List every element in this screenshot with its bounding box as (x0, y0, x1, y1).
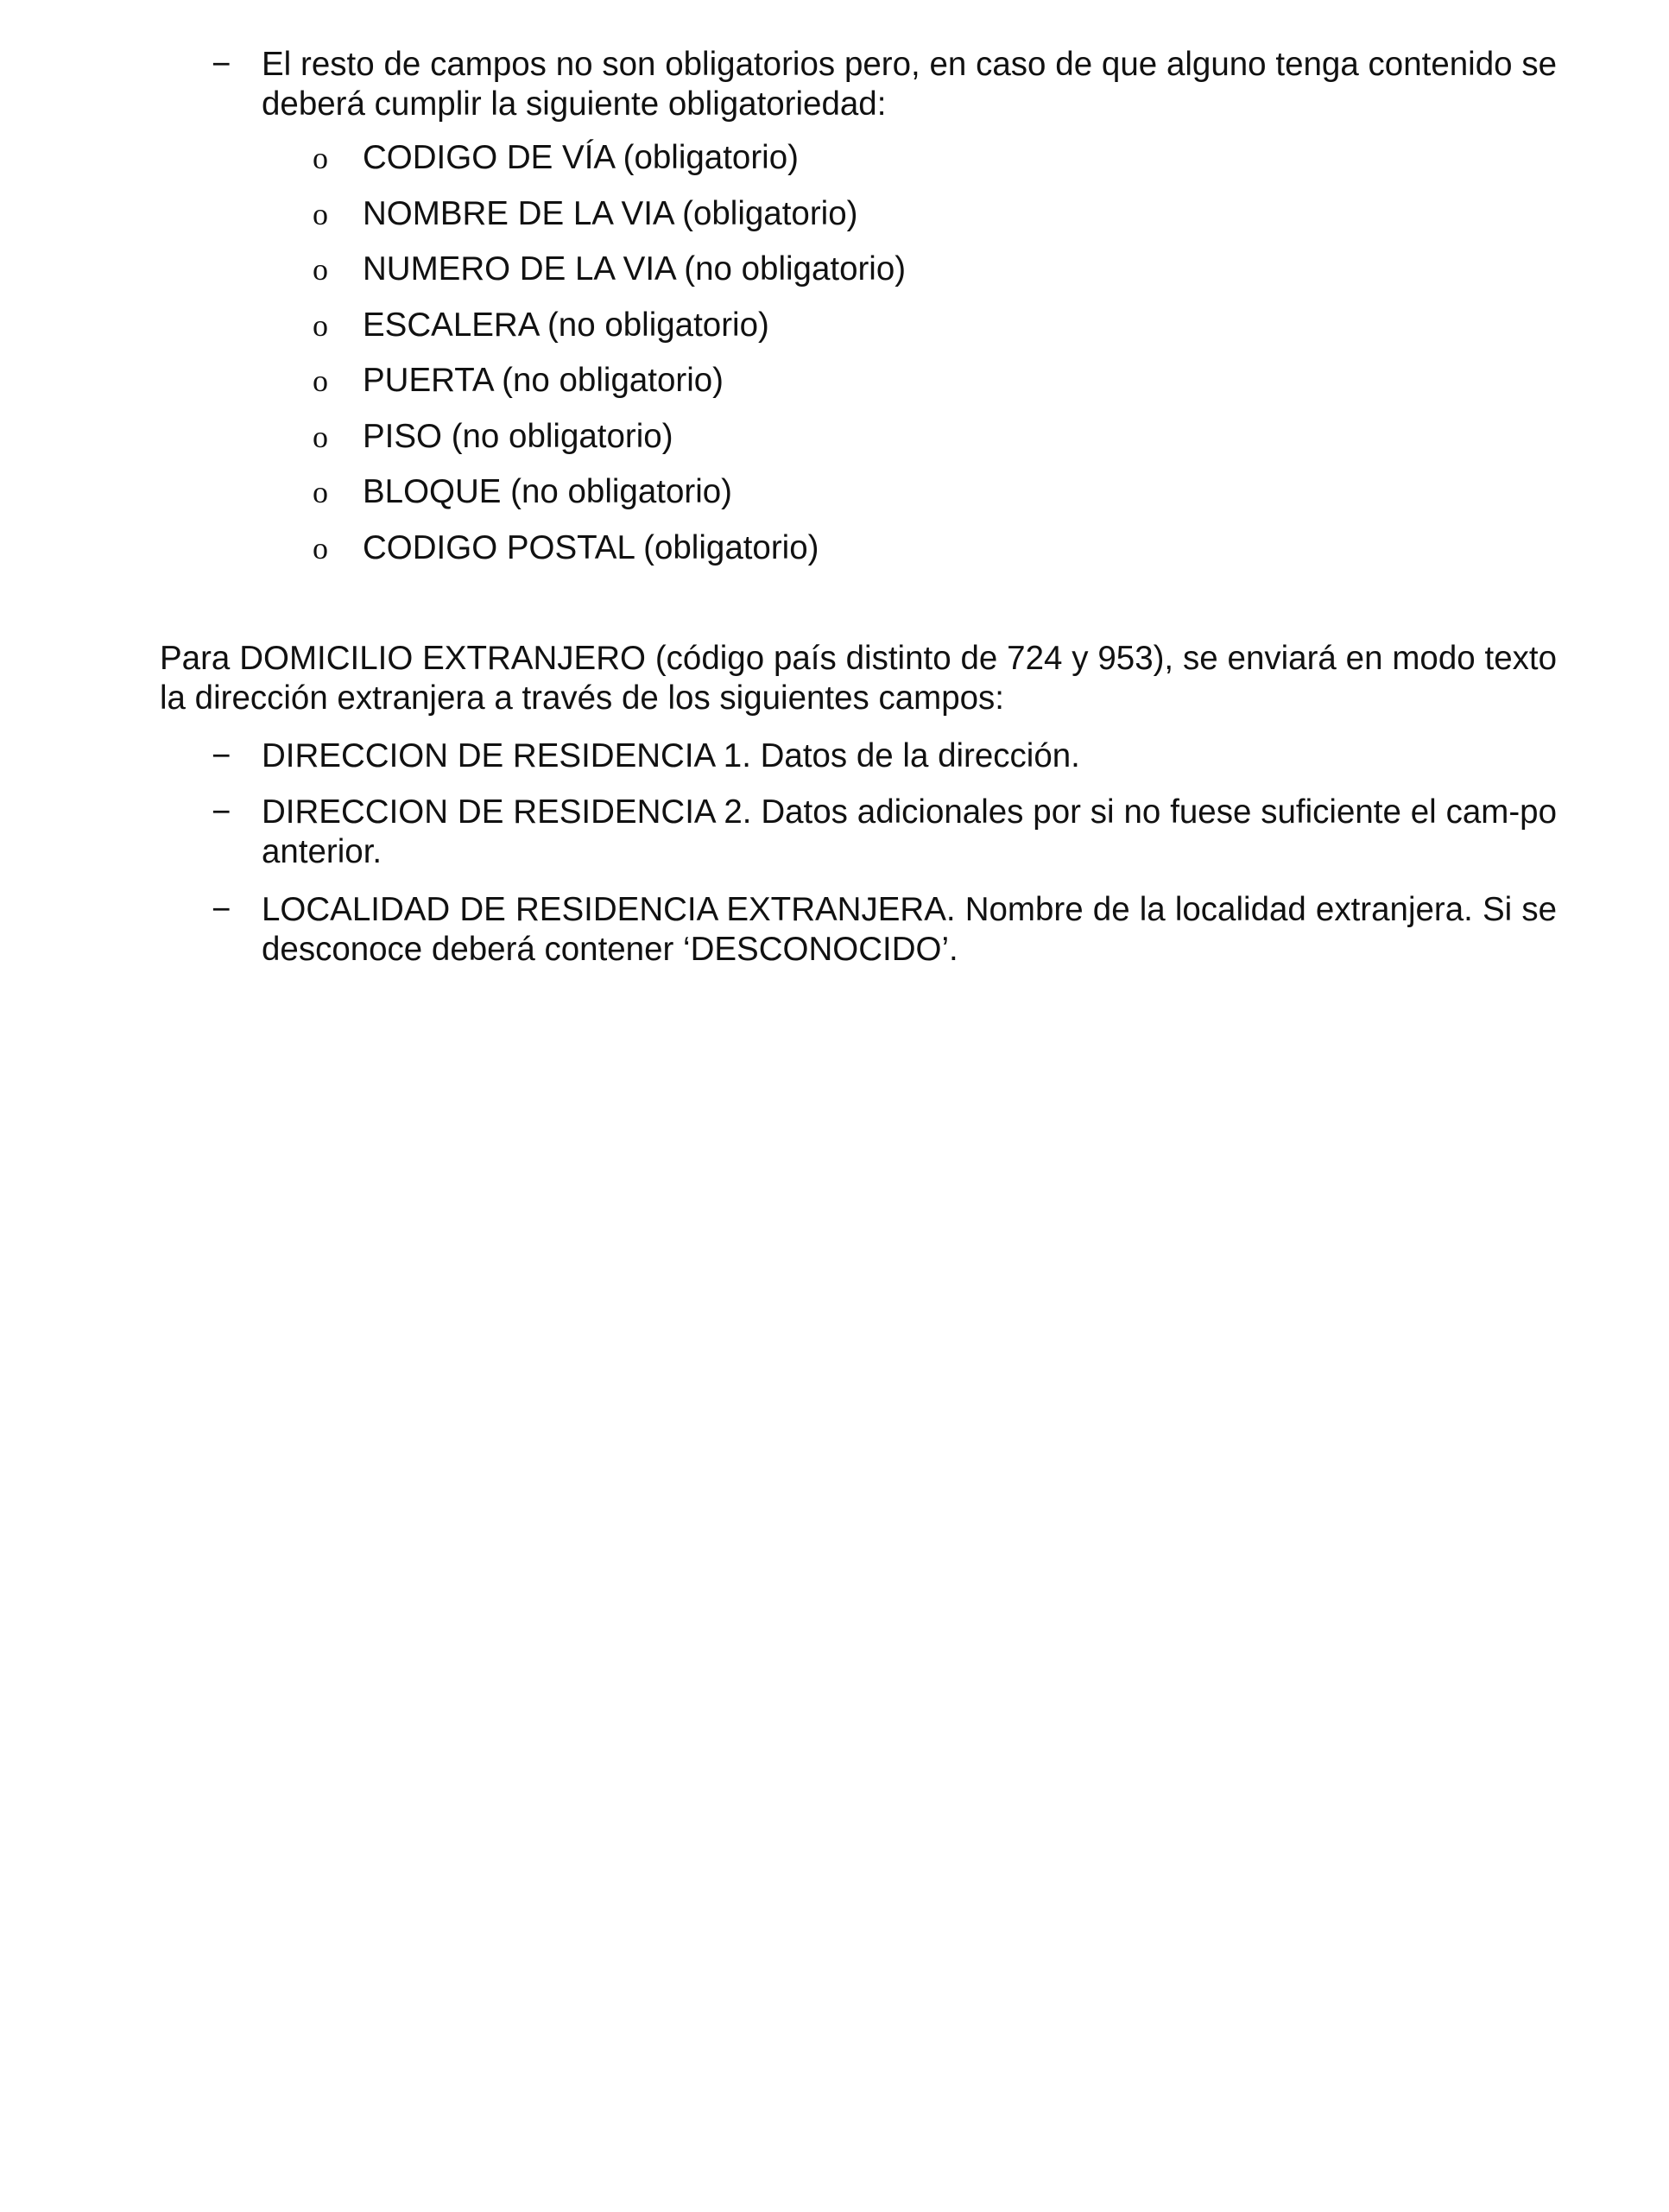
sub-item-text: BLOQUE (no obligatorio) (363, 473, 732, 510)
circle-bullet: o (313, 475, 328, 509)
list-item-resto-campos (212, 45, 1557, 124)
list-item-text: El resto de campos no son obligatorios pero, en caso de que alguno tenga contenido se deberá cumplir la siguiente obligatoriedad: (262, 46, 1557, 123)
list-item-text: DIRECCION DE RESIDENCIA 2. Datos adicionales por si no fuese suficiente el cam-po anterior. (262, 793, 1557, 870)
sub-item-text: NOMBRE DE LA VIA (obligatorio) (363, 195, 858, 232)
sub-item-text: PISO (no obligatorio) (363, 418, 673, 455)
circle-bullet: o (313, 141, 328, 175)
circle-bullet: o (313, 420, 328, 454)
circle-bullet: o (313, 252, 328, 287)
sub-item-text: CODIGO POSTAL (obligatorio) (363, 529, 819, 566)
dash-bullet: − (212, 46, 231, 83)
circle-bullet: o (313, 197, 328, 231)
list-item-text: LOCALIDAD DE RESIDENCIA EXTRANJERA. Nombre de la localidad extranjera. Si se desconoce deberá contener ‘DESCONOCIDO’. (262, 891, 1557, 968)
circle-bullet: o (313, 531, 328, 566)
sub-item-text: NUMERO DE LA VIA (no obligatorio) (363, 250, 907, 288)
dash-bullet: − (212, 793, 231, 831)
sub-item-text: PUERTA (no obligatorio) (363, 362, 724, 399)
list-item-text: DIRECCION DE RESIDENCIA 1. Datos de la dirección. (262, 737, 1080, 774)
paragraph-domicilio-extranjero: Para DOMICILIO EXTRANJERO (código país distinto de 724 y 953), se enviará en modo texto la dirección extranjera a través de los siguientes campos: (160, 640, 1557, 717)
sub-item-text: CODIGO DE VÍA (obligatorio) (363, 139, 799, 176)
sub-item-text: ESCALERA (no obligatorio) (363, 307, 769, 344)
dash-bullet: − (212, 737, 231, 774)
circle-bullet: o (313, 308, 328, 343)
dash-bullet: − (212, 891, 231, 928)
circle-bullet: o (313, 363, 328, 398)
